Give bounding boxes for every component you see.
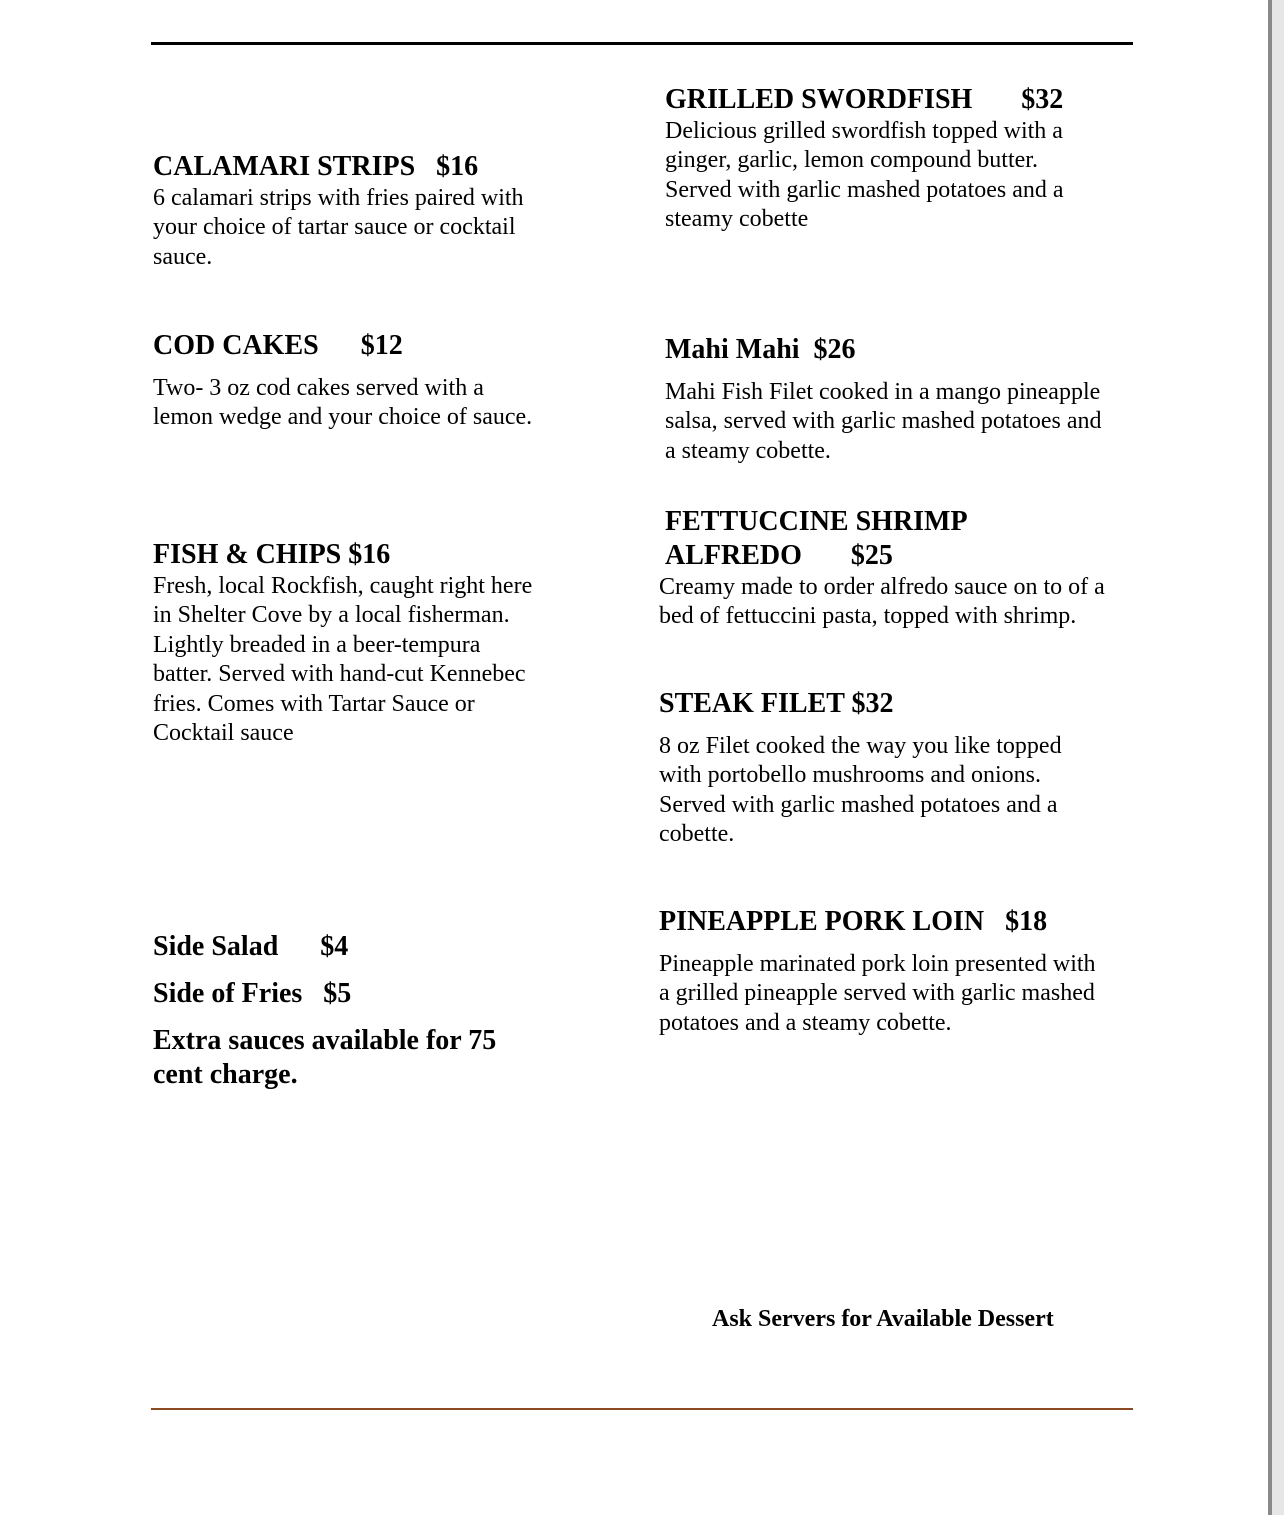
- item-description: Pineapple marinated pork loin presented with a grilled pineapple served with garlic mashed potatoes and a steamy cobette.: [659, 951, 1096, 1036]
- bottom-rule: [151, 1408, 1133, 1410]
- item-title: FISH & CHIPS $16: [153, 539, 391, 570]
- item-description: Two- 3 oz cod cakes served with a lemon wedge and your choice of sauce.: [153, 375, 533, 431]
- item-title: PINEAPPLE PORK LOIN $18: [659, 906, 1048, 937]
- dessert-note: Ask Servers for Available Dessert: [712, 1306, 1054, 1332]
- extra-sauces-note: Extra sauces available for 75 cent charge.: [153, 1025, 497, 1090]
- menu-item-fish-and-chips: [153, 538, 532, 748]
- item-description: Creamy made to order alfredo sauce on to of a bed of fettuccini pasta, topped with shrimp.: [659, 574, 1105, 630]
- item-description: Fresh, local Rockfish, caught right here in Shelter Cove by a local fisherman. Lightly breaded in a beer-tempura batter. Served with hand-cut Kennebec fries. Comes with Tartar Sauce or Cocktail sauce: [153, 573, 533, 747]
- side-fries: Side of Fries $5: [153, 978, 352, 1009]
- menu-item-grilled-swordfish: [665, 83, 1064, 235]
- item-title: GRILLED SWORDFISH $32: [665, 84, 1064, 115]
- top-rule: [151, 42, 1133, 45]
- item-description: Mahi Fish Filet cooked in a mango pineapple salsa, served with garlic mashed potatoes and a steamy cobette.: [665, 379, 1102, 464]
- menu-item-cod-cakes: [153, 329, 532, 433]
- menu-item-steak-filet: [659, 687, 1062, 850]
- item-title: STEAK FILET $32: [659, 688, 894, 719]
- side-salad: Side Salad $4: [153, 931, 349, 962]
- item-title: Mahi Mahi $26: [665, 334, 856, 365]
- item-description: 8 oz Filet cooked the way you like topped with portobello mushrooms and onions. Served with garlic mashed potatoes and a cobette.: [659, 733, 1062, 848]
- item-description: 6 calamari strips with fries paired with your choice of tartar sauce or cocktail sauce.: [153, 185, 524, 270]
- item-title: CALAMARI STRIPS $16: [153, 151, 479, 182]
- menu-item-pineapple-pork-loin: [659, 905, 1096, 1038]
- item-title: COD CAKES $12: [153, 330, 403, 361]
- item-description: Delicious grilled swordfish topped with a ginger, garlic, lemon compound butter. Served with garlic mashed potatoes and a steamy cobette: [665, 118, 1064, 233]
- item-title: FETTUCCINE SHRIMP ALFREDO $25: [665, 506, 968, 571]
- menu-item-fettuccine-shrimp-alfredo: [659, 505, 1105, 632]
- page-edge-scrollbar: [1268, 0, 1284, 1515]
- menu-item-calamari-strips: [153, 150, 524, 272]
- menu-item-mahi-mahi: [665, 333, 1102, 466]
